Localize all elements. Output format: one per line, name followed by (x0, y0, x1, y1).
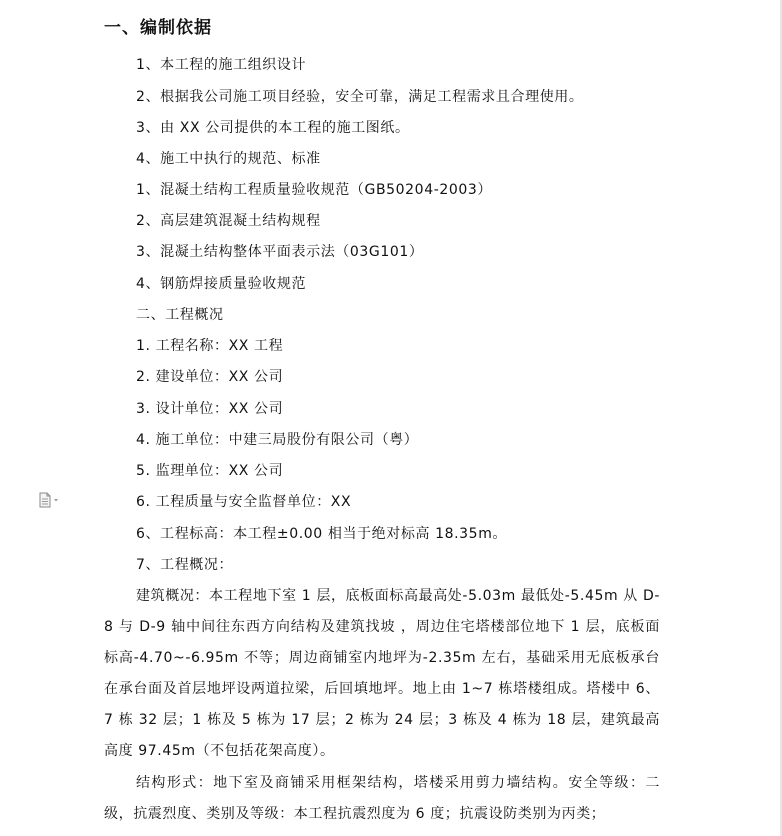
list-item: 2、根据我公司施工项目经验，安全可靠，满足工程需求且合理使用。 (136, 89, 584, 105)
document-icon[interactable] (38, 492, 60, 508)
subsection-heading: 二、工程概况 (136, 307, 224, 323)
list-item: 6、工程标高：本工程±0.00 相当于绝对标高 18.35m。 (136, 526, 508, 542)
list-item: 4、施工中执行的规范、标准 (136, 151, 321, 167)
list-item: 5. 监理单位：XX 公司 (136, 463, 284, 479)
list-item: 2. 建设单位：XX 公司 (136, 369, 284, 385)
list-item: 4、钢筋焊接质量验收规范 (136, 276, 307, 292)
list-item: 1、本工程的施工组织设计 (136, 57, 307, 73)
list-item: 3. 设计单位：XX 公司 (136, 401, 284, 417)
list-item: 1. 工程名称：XX 工程 (136, 338, 284, 354)
list-item: 4. 施工单位：中建三局股份有限公司（粤） (136, 432, 419, 448)
list-item: 1、混凝土结构工程质量验收规范（GB50204-2003） (136, 182, 492, 198)
list-item: 7、工程概况： (136, 557, 234, 573)
list-item: 2、高层建筑混凝土结构规程 (136, 213, 321, 229)
list-item: 3、混凝土结构整体平面表示法（03G101） (136, 244, 424, 260)
list-item: 3、由 XX 公司提供的本工程的施工图纸。 (136, 120, 410, 136)
list-item: 6. 工程质量与安全监督单位：XX (136, 494, 352, 510)
section-heading: 一、编制依据 (104, 18, 212, 38)
paragraph-structure-form: 结构形式：地下室及商铺采用框架结构，塔楼采用剪力墙结构。安全等级：二级，抗震烈度、类别及等级：本工程抗震烈度为 6 度；抗震设防类别为丙类； (104, 775, 660, 822)
paragraph-building-overview: 建筑概况：本工程地下室 1 层，底板面标高最高处-5.03m 最低处-5.45m 从 D-8 与 D-9 轴中间往东西方向结构及建筑找坡 ，周边住宅塔楼部位地下 1 层，底板面标高-4.70~-6.95m 不等；周边商铺室内地坪为-2.35m 左右，基础采用无底板承台在承台面及首层地坪设两道拉梁，后回填地坪。地上由 1~7 栋塔楼组成。塔楼中 6、7 栋 32 层；1 栋及 5 栋为 17 层；2 栋为 24 层；3 栋及 4 栋为 18 层，建筑最高高度 97.45m（不包括花架高度）。 (104, 588, 660, 759)
